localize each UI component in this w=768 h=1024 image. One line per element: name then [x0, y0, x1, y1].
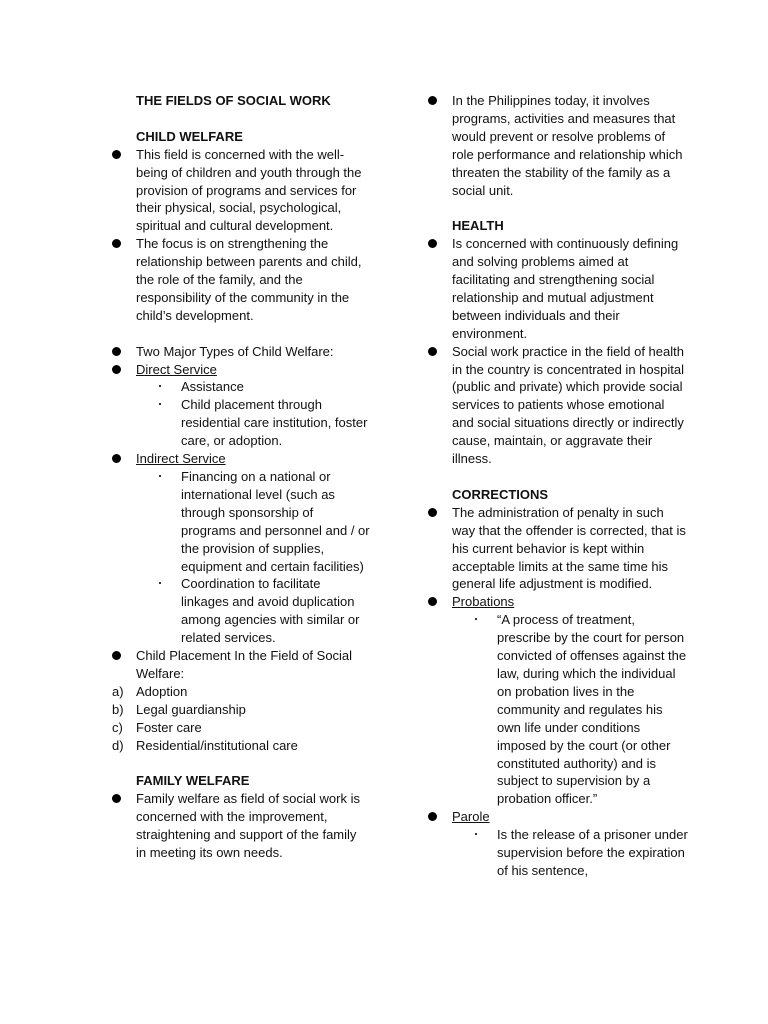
bullet-icon	[112, 794, 121, 803]
direct-service-label: Direct Service	[136, 361, 217, 377]
sub-list-item	[110, 468, 370, 575]
lettered-item	[110, 701, 370, 719]
lettered-item	[110, 737, 370, 755]
bullet-icon	[428, 347, 437, 356]
list-item	[110, 235, 370, 325]
probations-definition: “A process of treatment, prescribe by the court for person convicted of offenses against the law, during which the individual on probation lives in the community and regulates his own life under conditions imposed by the court (or other constituted authority) and is subject to supervision by a probation officer.”	[497, 612, 687, 807]
indirect-service-item: Financing on a national or international level (such as through sponsorship of programs and personnel and / or the provision of supplies, equipment and certain facilities)	[181, 469, 370, 574]
probations-label: Probations	[452, 594, 515, 610]
child-placement-label: Child Placement In the Field of Social Welfare:	[136, 648, 353, 681]
list-item	[110, 647, 370, 683]
list-item	[426, 808, 688, 826]
indirect-service-item: Coordination to facilitate linkages and avoid duplication among agencies with similar or related services.	[181, 576, 360, 646]
parole-definition: Is the release of a prisoner under supervision before the expiration of his sentence,	[497, 827, 688, 878]
left-column	[110, 92, 370, 862]
square-bullet-icon	[159, 385, 161, 387]
child-welfare-paragraph-1: This field is concerned with the well-being of children and youth through the provision of programs and services for their physical, social, psychological, spiritual and cultural development.	[136, 146, 362, 234]
square-bullet-icon	[159, 582, 161, 584]
bullet-icon	[112, 347, 121, 356]
sub-list-item	[426, 826, 688, 880]
placement-option: Foster care	[136, 719, 202, 735]
square-bullet-icon	[475, 833, 477, 835]
list-item	[110, 146, 370, 236]
sub-list-item	[110, 378, 370, 396]
square-bullet-icon	[159, 403, 161, 405]
placement-option: Residential/institutional care	[136, 737, 298, 753]
two-types-label: Two Major Types of Child Welfare:	[136, 343, 334, 359]
bullet-icon	[112, 651, 121, 660]
child-welfare-heading: CHILD WELFARE	[136, 128, 243, 144]
square-bullet-icon	[475, 618, 477, 620]
list-item	[426, 92, 688, 199]
list-letter: c)	[112, 719, 123, 735]
bullet-icon	[112, 365, 121, 374]
family-welfare-heading: FAMILY WELFARE	[136, 773, 250, 789]
direct-service-item: Assistance	[181, 379, 244, 395]
bullet-icon	[112, 454, 121, 463]
indirect-service-label: Indirect Service	[136, 451, 226, 467]
list-letter: b)	[112, 701, 124, 717]
bullet-icon	[428, 239, 437, 248]
list-letter: a)	[112, 683, 124, 699]
health-paragraph-1: Is concerned with continuously defining and solving problems aimed at facilitating and strengthening social relationship and mutual adjustment between individuals and their environment.	[452, 236, 679, 341]
list-item	[426, 504, 688, 594]
sub-list-item	[426, 611, 688, 808]
list-item	[110, 790, 370, 862]
sub-list-item	[110, 575, 370, 647]
list-item	[426, 593, 688, 611]
document-title: THE FIELDS OF SOCIAL WORK	[136, 93, 331, 108]
lettered-item	[110, 719, 370, 737]
family-welfare-paragraph-2: In the Philippines today, it involves programs, activities and measures that would prevent or resolve problems of role performance and relationship which threaten the stability of the family as a social unit.	[452, 93, 683, 198]
list-item	[110, 361, 370, 379]
bullet-icon	[428, 597, 437, 606]
bullet-icon	[428, 508, 437, 517]
bullet-icon	[112, 239, 121, 248]
list-item	[110, 450, 370, 468]
health-paragraph-2: Social work practice in the field of health in the country is concentrated in hospital (public and private) which provide social services to patients whose emotional and social situations directly or indirectly cause, maintain, or aggravate their illness.	[452, 343, 684, 467]
sub-list-item	[110, 396, 370, 450]
lettered-item	[110, 683, 370, 701]
right-column	[426, 92, 688, 880]
corrections-paragraph: The administration of penalty in such way that the offender is corrected, that is his current behavior is kept within acceptable limits at the same time his general life adjustment is modified.	[452, 504, 686, 592]
family-welfare-paragraph-1: Family welfare as field of social work is concerned with the improvement, straightening and support of the family in meeting its own needs.	[136, 791, 360, 861]
direct-service-item: Child placement through residential care institution, foster care, or adoption.	[181, 397, 368, 449]
list-letter: d)	[112, 737, 124, 753]
list-item	[110, 343, 370, 361]
square-bullet-icon	[159, 475, 161, 477]
bullet-icon	[112, 150, 121, 159]
placement-option: Adoption	[136, 683, 188, 699]
list-item	[426, 343, 688, 468]
parole-label: Parole	[452, 809, 490, 825]
corrections-heading: CORRECTIONS	[452, 486, 549, 502]
health-heading: HEALTH	[452, 218, 504, 234]
placement-option: Legal guardianship	[136, 701, 246, 717]
bullet-icon	[428, 96, 437, 105]
bullet-icon	[428, 812, 437, 821]
child-welfare-paragraph-2: The focus is on strengthening the relationship between parents and child, the role of the family, and the responsibility of the community in the child’s development.	[136, 236, 362, 323]
list-item	[426, 235, 688, 342]
